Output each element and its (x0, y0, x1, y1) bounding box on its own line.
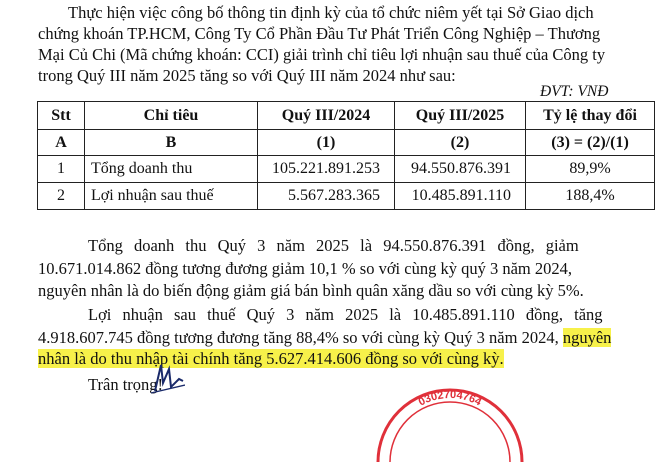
letter-cell: (1) (258, 130, 395, 156)
profit-line-2-text: 4.918.607.745 đồng tương đương tăng 88,4% so với cùng kỳ Quý 3 năm 2024, (38, 328, 563, 347)
intro-line-4: trong Quý III năm 2025 tăng so với Quý III năm 2024 như sau: (38, 66, 456, 85)
revenue-line-3: nguyên nhân là do biến động giảm giá bán bình quân xăng dầu so với cùng kỳ 5%. (38, 281, 584, 300)
row-stt: 1 (38, 156, 85, 183)
profit-line-1: Lợi nhuận sau thuế Quý 3 năm 2025 là 10.485.891.110 đồng, tăng (88, 305, 603, 324)
letter-cell: A (38, 130, 85, 156)
table-letter-row (38, 130, 655, 156)
row-q3-2024: 5.567.283.365 (258, 183, 395, 210)
row-q3-2024: 105.221.891.253 (258, 156, 395, 183)
row-criteria: Lợi nhuận sau thuế (85, 183, 258, 210)
header-criteria: Chỉ tiêu (85, 102, 258, 130)
table-row (38, 156, 655, 183)
intro-line-2: chứng khoán TP.HCM, Công Ty Cổ Phần Đầu Tư Phát Triển Công Nghiệp – Thương (38, 24, 601, 43)
stamp-code: 0302704764 (416, 388, 484, 409)
row-q3-2025: 94.550.876.391 (395, 156, 526, 183)
signature-mark (149, 361, 185, 397)
highlighted-text: nguyên (562, 328, 612, 347)
letter-cell: (3) = (2)/(1) (526, 130, 655, 156)
intro-line-3: Mại Củ Chi (Mã chứng khoán: CCI) giải trình chỉ tiêu lợi nhuận sau thuế của Công ty (38, 45, 606, 64)
row-q3-2025: 10.485.891.110 (395, 183, 526, 210)
revenue-line-1: Tổng doanh thu Quý 3 năm 2025 là 94.550.876.391 đồng, giảm (88, 236, 579, 255)
row-change-rate: 188,4% (526, 183, 655, 210)
highlighted-text: nhân là do thu nhập tài chính tăng 5.627.414.606 đồng so với cùng kỳ. (38, 349, 504, 368)
revenue-line-2: 10.671.014.862 đồng tương đương giảm 10,1 % so với cùng kỳ quý 3 năm 2024, (38, 259, 572, 278)
company-stamp (370, 382, 530, 462)
header-stt: Stt (38, 102, 85, 130)
intro-line-1: Thực hiện việc công bố thông tin định kỳ của tổ chức niêm yết tại Sở Giao dịch (68, 3, 594, 22)
letter-cell: B (85, 130, 258, 156)
profit-line-2 (38, 328, 611, 348)
unit-label: ĐVT: VNĐ (540, 83, 609, 100)
letter-cell: (2) (395, 130, 526, 156)
header-change-rate: Tỷ lệ thay đổi (526, 102, 655, 130)
header-q3-2025: Quý III/2025 (395, 102, 526, 130)
profit-line-3 (38, 349, 504, 369)
profit-table (37, 101, 655, 210)
table-header-row (38, 102, 655, 130)
header-q3-2024: Quý III/2024 (258, 102, 395, 130)
svg-text:0302704764 (417, 389, 485, 409)
table-row (38, 183, 655, 210)
row-criteria: Tổng doanh thu (85, 156, 258, 183)
closing-greeting: Trân trọng! (88, 375, 164, 394)
row-change-rate: 89,9% (526, 156, 655, 183)
row-stt: 2 (38, 183, 85, 210)
